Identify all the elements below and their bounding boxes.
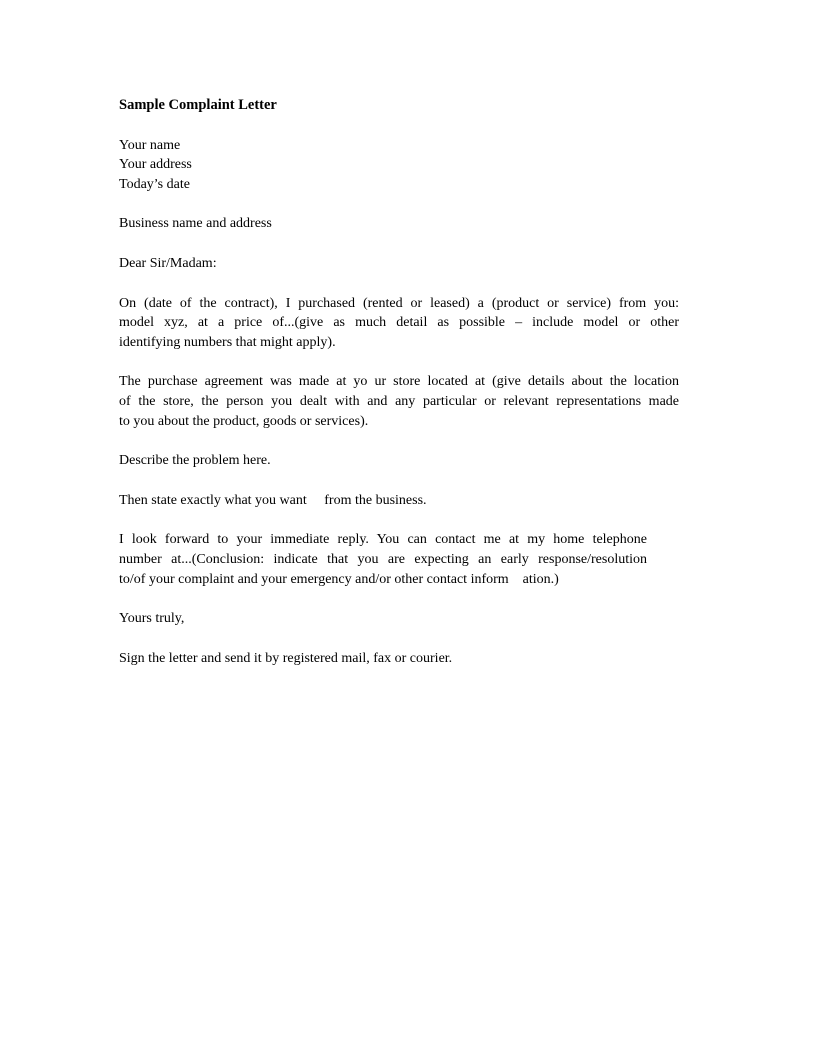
paragraph-line: identifying numbers that might apply). (119, 334, 336, 350)
paragraph-agreement (119, 372, 679, 431)
paragraph-line: The purchase agreement was made at yo ur store located at (give details about the location (119, 374, 679, 390)
paragraph-line: to/of your complaint and your emergency and/or other contact inform ation.) (119, 571, 559, 587)
paragraph-conclusion (119, 530, 647, 589)
letter-title: Sample Complaint Letter (119, 97, 277, 113)
paragraph-line: I look forward to your immediate reply. You can contact me at my home telephone (119, 532, 647, 548)
paragraph-line: of the store, the person you dealt with and any particular or relevant representations made (119, 393, 679, 409)
sender-name: Your name (119, 137, 181, 153)
recipient-line: Business name and address (119, 216, 272, 232)
sender-date: Today’s date (119, 176, 190, 192)
paragraph-line: number at...(Conclusion: indicate that you are expecting an early response/resolution (119, 551, 647, 567)
recipient-block (119, 214, 679, 234)
sender-address: Your address (119, 157, 192, 173)
paragraph-purchase (119, 294, 679, 353)
paragraph-problem: Describe the problem here. (119, 453, 271, 469)
paragraph-request: Then state exactly what you want from the business. (119, 492, 427, 508)
salutation: Dear Sir/Madam: (119, 255, 217, 271)
paragraph-line: model xyz, at a price of...(give as much detail as possible – include model or other (119, 315, 679, 331)
instruction: Sign the letter and send it by registered mail, fax or courier. (119, 650, 453, 666)
paragraph-line: On (date of the contract), I purchased (rented or leased) a (product or service) from you: (119, 295, 679, 311)
letter-body (119, 96, 679, 668)
closing: Yours truly, (119, 611, 185, 627)
sender-block (119, 136, 679, 195)
paragraph-line: to you about the product, goods or services). (119, 413, 369, 429)
